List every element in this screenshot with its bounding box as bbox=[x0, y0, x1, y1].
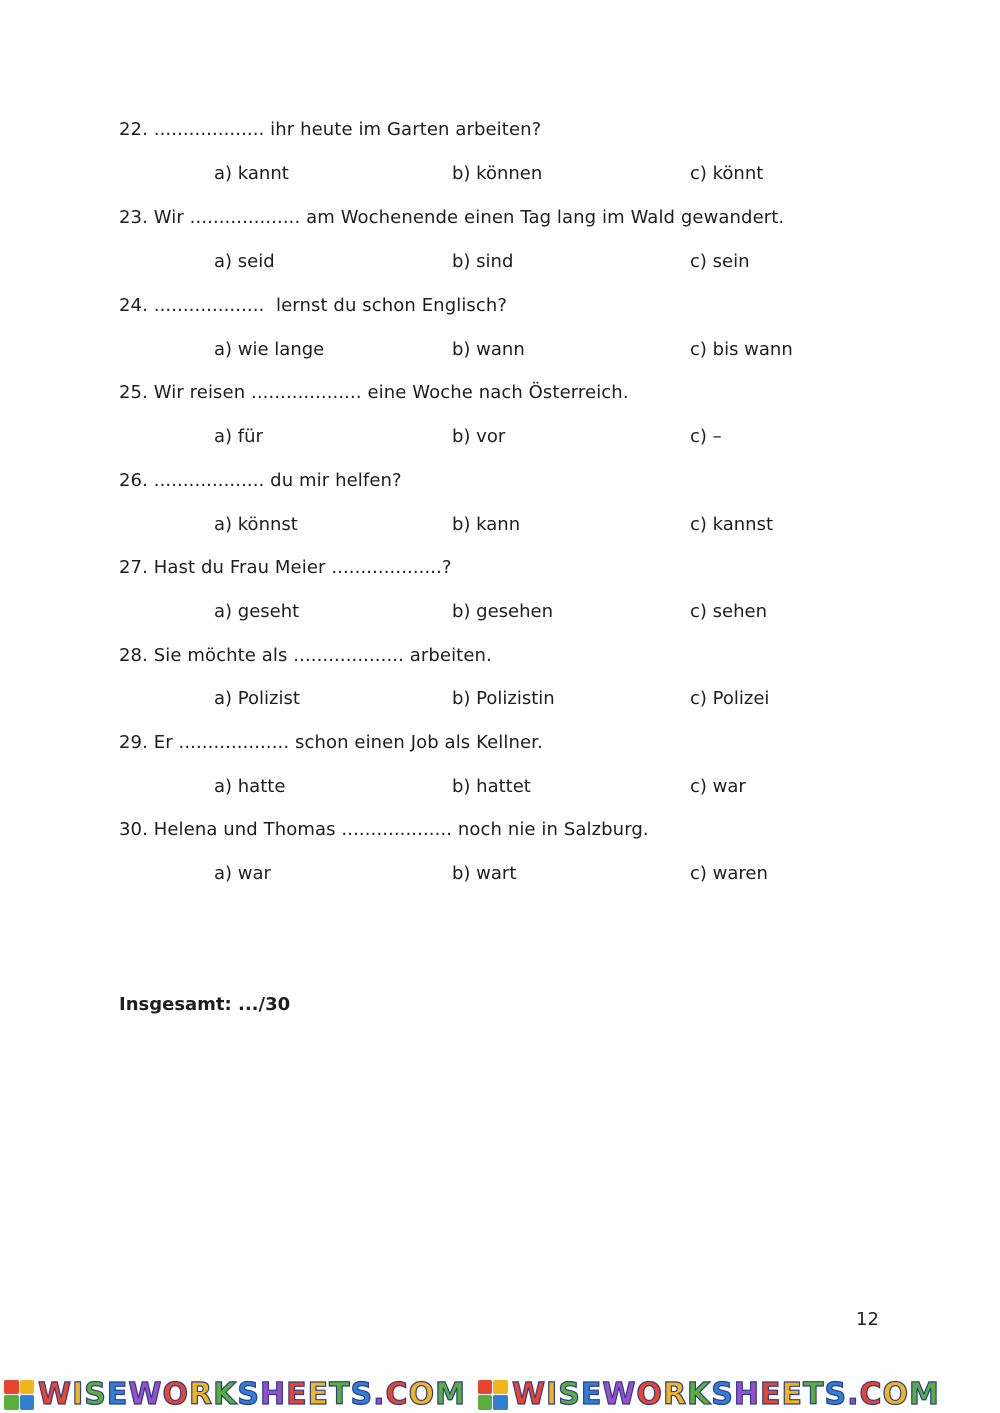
brand-letter: S bbox=[711, 1377, 734, 1412]
footer-branding bbox=[0, 1376, 1000, 1413]
question-29-option-a: a) hatte bbox=[214, 776, 286, 797]
brand-letter: . bbox=[847, 1377, 860, 1412]
brand-letter: S bbox=[558, 1377, 581, 1412]
brand-letter: C bbox=[385, 1377, 409, 1412]
brand-letter: O bbox=[882, 1377, 910, 1412]
brand-letter: E bbox=[760, 1377, 782, 1412]
brand-letter: S bbox=[350, 1377, 374, 1412]
brand-letter: R bbox=[188, 1377, 214, 1412]
brand-logo-2 bbox=[474, 1377, 940, 1412]
question-24-option-b: b) wann bbox=[452, 339, 525, 360]
question-24-option-c: c) bis wann bbox=[690, 339, 793, 360]
question-30-option-c: c) waren bbox=[690, 863, 768, 884]
brand-letter: S bbox=[84, 1377, 107, 1412]
brand-text-2 bbox=[512, 1377, 940, 1412]
question-29: 29. Er ................... schon einen Job als Kellner. bbox=[119, 732, 543, 753]
brand-letter: C bbox=[859, 1377, 883, 1412]
question-22-option-a: a) kannt bbox=[214, 163, 289, 184]
question-23-option-a: a) seid bbox=[214, 251, 275, 272]
brand-letter: M bbox=[909, 1377, 940, 1412]
brand-letter: E bbox=[286, 1377, 308, 1412]
page-number: 12 bbox=[856, 1309, 879, 1330]
brand-letter: O bbox=[162, 1377, 189, 1412]
brand-letter: E bbox=[781, 1377, 804, 1412]
question-28: 28. Sie möchte als ................... arbeiten. bbox=[119, 645, 492, 666]
brand-letter: E bbox=[307, 1377, 330, 1412]
question-26: 26. ................... du mir helfen? bbox=[119, 470, 402, 491]
brand-letter: S bbox=[237, 1377, 260, 1412]
brand-text-1 bbox=[38, 1377, 466, 1412]
brand-letter: K bbox=[687, 1377, 712, 1412]
question-25-option-c: c) – bbox=[690, 426, 722, 447]
total-score: Insgesamt: .../30 bbox=[119, 994, 291, 1015]
brand-letter: W bbox=[38, 1377, 73, 1412]
brand-letter: T bbox=[329, 1377, 351, 1412]
question-23: 23. Wir ................... am Wochenende einen Tag lang im Wald gewandert. bbox=[119, 207, 785, 228]
question-22: 22. ................... ihr heute im Garten arbeiten? bbox=[119, 119, 542, 140]
question-26-option-b: b) kann bbox=[452, 514, 521, 535]
question-27-option-b: b) gesehen bbox=[452, 601, 554, 622]
question-28-option-c: c) Polizei bbox=[690, 688, 770, 709]
question-23-option-c: c) sein bbox=[690, 251, 750, 272]
question-27-option-c: c) sehen bbox=[690, 601, 767, 622]
brand-letter: I bbox=[546, 1377, 559, 1412]
brand-letter: O bbox=[408, 1377, 436, 1412]
brand-letter: S bbox=[824, 1377, 848, 1412]
question-23-option-b: b) sind bbox=[452, 251, 514, 272]
brand-letter: T bbox=[803, 1377, 825, 1412]
brand-letter: W bbox=[602, 1377, 637, 1412]
brand-letter: R bbox=[662, 1377, 688, 1412]
question-30-option-b: b) wart bbox=[452, 863, 517, 884]
question-28-option-b: b) Polizistin bbox=[452, 688, 555, 709]
question-22-option-c: c) könnt bbox=[690, 163, 764, 184]
question-29-option-b: b) hattet bbox=[452, 776, 531, 797]
question-30-option-a: a) war bbox=[214, 863, 271, 884]
question-26-option-a: a) könnst bbox=[214, 514, 298, 535]
question-25-option-a: a) für bbox=[214, 426, 263, 447]
brand-letter: I bbox=[72, 1377, 85, 1412]
question-28-option-a: a) Polizist bbox=[214, 688, 300, 709]
brand-badge-icon bbox=[478, 1380, 508, 1410]
question-27-option-a: a) geseht bbox=[214, 601, 300, 622]
brand-letter: E bbox=[580, 1377, 603, 1412]
brand-letter: . bbox=[373, 1377, 386, 1412]
question-24: 24. ................... lernst du schon Englisch? bbox=[119, 295, 508, 316]
question-22-option-b: b) können bbox=[452, 163, 543, 184]
brand-letter: E bbox=[106, 1377, 129, 1412]
brand-letter: M bbox=[435, 1377, 466, 1412]
brand-letter: O bbox=[636, 1377, 663, 1412]
question-27: 27. Hast du Frau Meier ...................? bbox=[119, 557, 452, 578]
brand-letter: K bbox=[213, 1377, 238, 1412]
question-26-option-c: c) kannst bbox=[690, 514, 774, 535]
question-25: 25. Wir reisen ................... eine Woche nach Österreich. bbox=[119, 382, 629, 403]
question-24-option-a: a) wie lange bbox=[214, 339, 325, 360]
brand-letter: H bbox=[259, 1377, 287, 1412]
brand-logo-1 bbox=[0, 1377, 466, 1412]
brand-letter: W bbox=[128, 1377, 163, 1412]
question-30: 30. Helena und Thomas ................... noch nie in Salzburg. bbox=[119, 819, 649, 840]
brand-badge-icon bbox=[4, 1380, 34, 1410]
brand-letter: W bbox=[511, 1377, 547, 1412]
question-29-option-c: c) war bbox=[690, 776, 746, 797]
question-25-option-b: b) vor bbox=[452, 426, 506, 447]
brand-letter: H bbox=[733, 1377, 761, 1412]
